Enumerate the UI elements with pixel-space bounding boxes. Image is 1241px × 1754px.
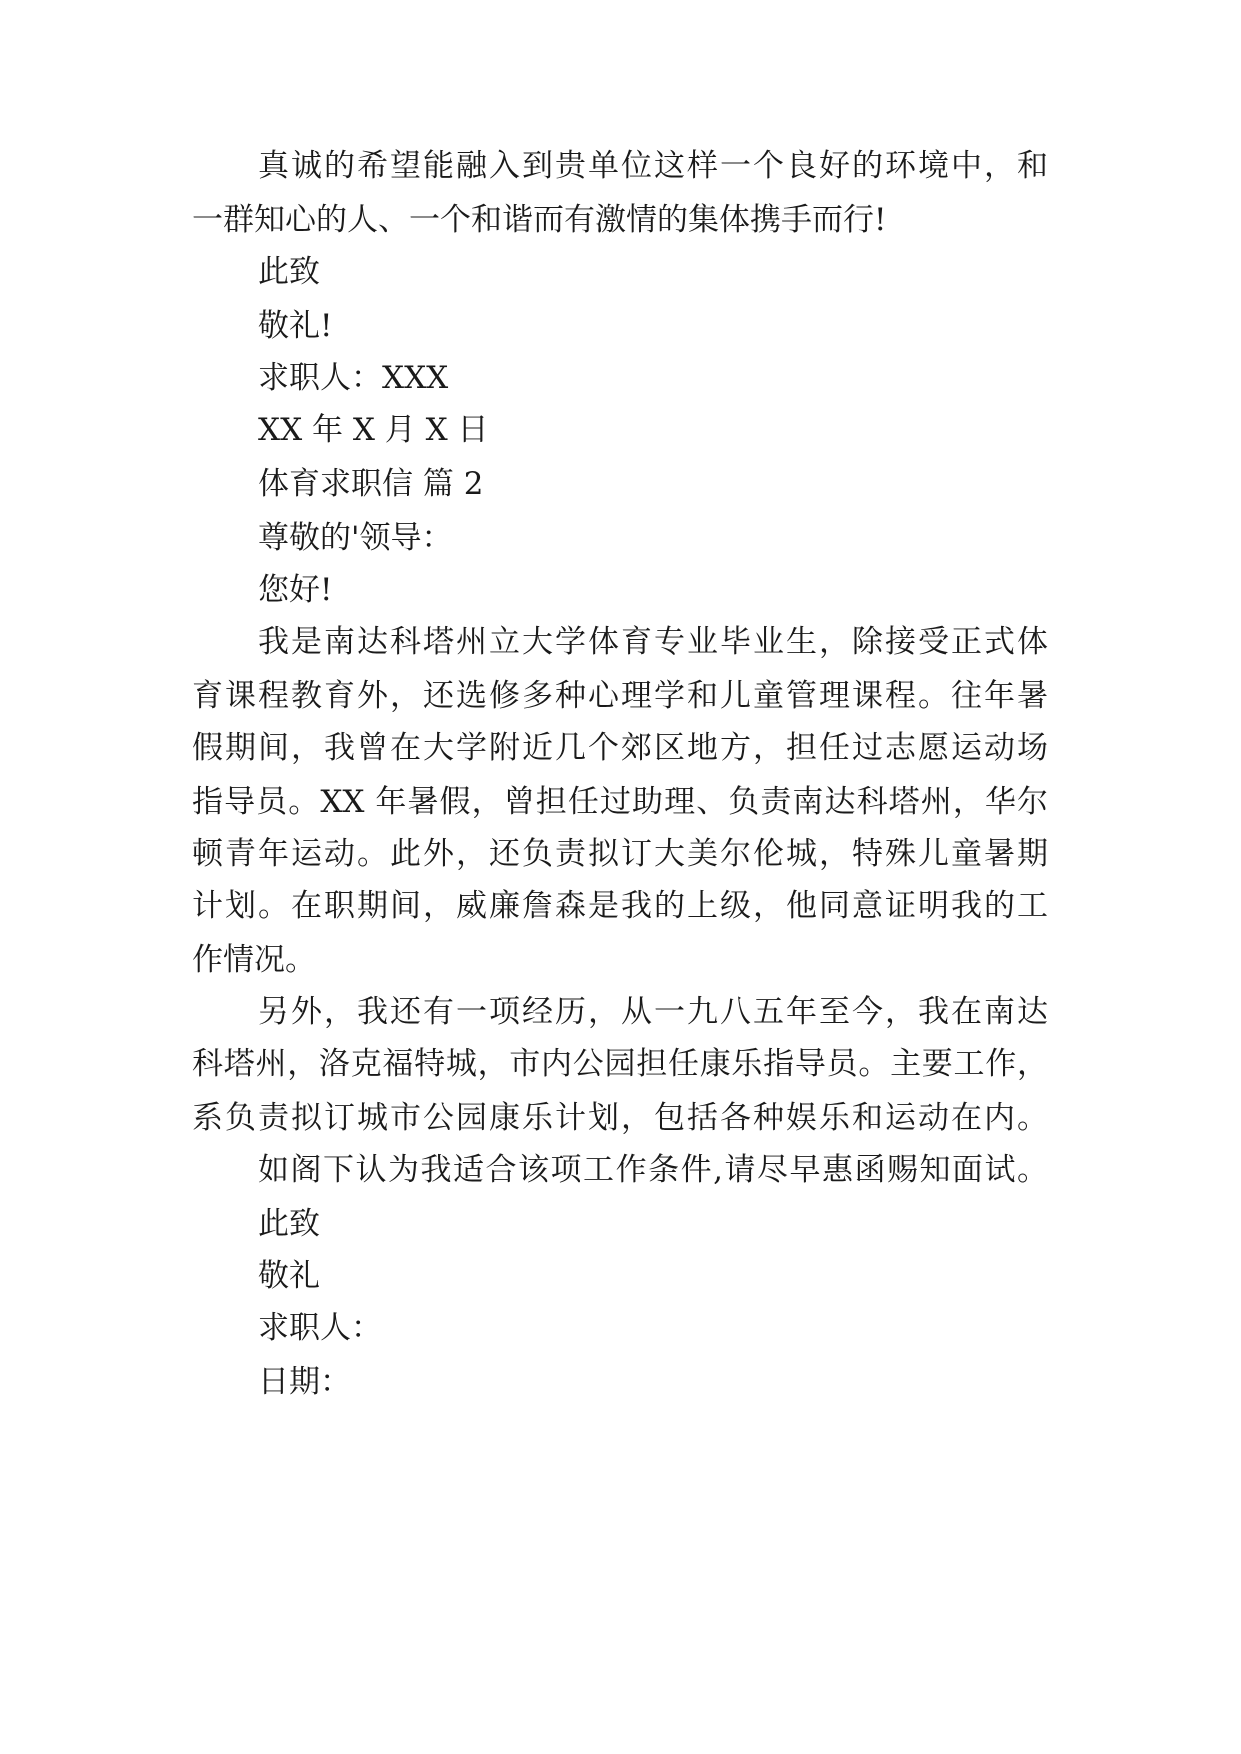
paragraph-line: 一群知心的人、一个和谐而有激情的集体携手而行!: [192, 202, 887, 238]
paragraph-line: 我是南达科塔州立大学体育专业毕业生，除接受正式体: [258, 624, 1048, 660]
paragraph-line: 真诚的希望能融入到贵单位这样一个良好的环境中，和: [258, 148, 1048, 184]
paragraph-line: 系负责拟订城市公园康乐计划，包括各种娱乐和运动在内。: [192, 1100, 1048, 1136]
paragraph-line: 作情况。: [192, 942, 316, 978]
section-heading: 体育求职信 篇 2: [258, 466, 484, 502]
paragraph-line: 如阁下认为我适合该项工作条件,请尽早惠函赐知面试。: [258, 1152, 1048, 1188]
paragraph-line: 顿青年运动。此外，还负责拟订大美尔伦城，特殊儿童暑期: [192, 836, 1048, 872]
paragraph-line: 科塔州，洛克福特城，市内公园担任康乐指导员。主要工作，: [192, 1046, 1048, 1082]
paragraph-line: 另外，我还有一项经历，从一九八五年至今，我在南达: [258, 994, 1048, 1030]
letter-date: XX 年 X 月 X 日: [258, 412, 489, 448]
paragraph-line: 假期间，我曾在大学附近几个郊区地方，担任过志愿运动场: [192, 730, 1048, 766]
salutation: 此致: [258, 254, 320, 290]
greeting: 尊敬的'领导：: [258, 520, 453, 556]
regards: 敬礼!: [258, 308, 333, 344]
regards: 敬礼: [258, 1258, 320, 1294]
letter-date: 日期：: [258, 1364, 351, 1400]
applicant-signature: 求职人：XXX: [258, 360, 449, 396]
salutation: 此致: [258, 1206, 320, 1242]
paragraph-line: 计划。在职期间，威廉詹森是我的上级，他同意证明我的工: [192, 888, 1048, 924]
paragraph-line: 育课程教育外，还选修多种心理学和儿童管理课程。往年暑: [192, 678, 1048, 714]
hello: 您好!: [258, 572, 333, 608]
paragraph-line: 指导员。XX 年暑假，曾担任过助理、负责南达科塔州，华尔: [192, 784, 1048, 820]
applicant-signature: 求职人：: [258, 1310, 382, 1346]
